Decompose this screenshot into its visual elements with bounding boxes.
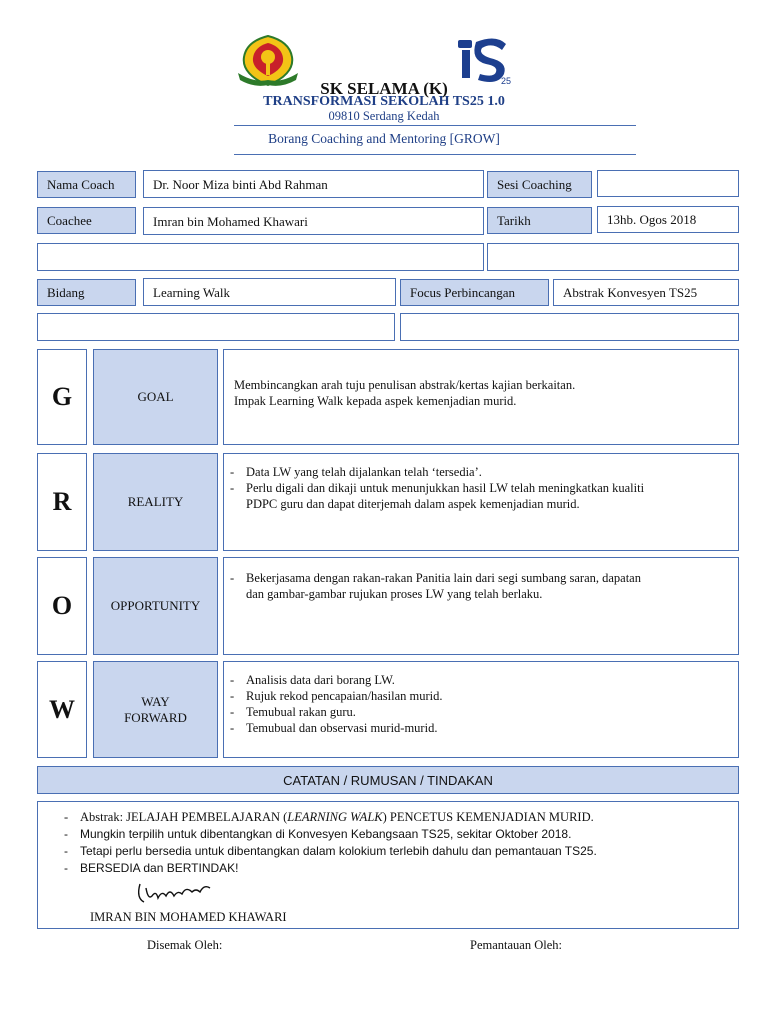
blank-field-left[interactable] <box>37 243 484 271</box>
signatory-name: IMRAN BIN MOHAMED KHAWARI <box>90 910 287 924</box>
disemak-label: Disemak Oleh: <box>147 938 223 952</box>
opportunity-item: - Bekerjasama dengan rakan-rakan Panitia lain dari segi sumbang saran, dapatan dan gambar-gambar rujukan proses LW yang telah berlaku. <box>224 570 644 602</box>
signature <box>134 878 224 906</box>
blank-field-right-2[interactable] <box>400 313 739 341</box>
notes-line: - BERSEDIA dan BERTINDAK! <box>58 860 738 877</box>
opportunity-content[interactable] <box>223 557 739 655</box>
reality-content[interactable] <box>223 453 739 551</box>
reality-item: - Data LW yang telah dijalankan telah ‘tersedia’. <box>224 464 654 480</box>
goal-line-2: Impak Learning Walk kepada aspek kemenjadian murid. <box>234 394 517 408</box>
notes-box[interactable] <box>37 801 739 929</box>
reality-item: - Perlu digali dan dikaji untuk menunjukkan hasil LW telah meningkatkan kualiti PDPC guru dan dapat diterjemah dalam aspek kemenjadian murid. <box>224 480 654 512</box>
goal-label-cell: GOAL <box>93 349 218 445</box>
way-forward-letter-cell: W <box>37 661 87 758</box>
blank-field-right[interactable] <box>487 243 739 271</box>
header-divider-top <box>234 125 636 126</box>
notes-line: - Tetapi perlu bersedia untuk dibentangkan dalam kolokium terlebih dahulu dan pemantauan TS25. <box>58 843 738 860</box>
opportunity-label-cell: OPPORTUNITY <box>93 557 218 655</box>
ts25-logo-number: 25 <box>501 76 512 86</box>
coachee-label: Coachee <box>37 207 136 234</box>
way-forward-label-cell: WAY FORWARD <box>93 661 218 758</box>
tarikh-field[interactable]: 13hb. Ogos 2018 <box>597 206 739 233</box>
goal-letter-cell: G <box>37 349 87 445</box>
tarikh-label: Tarikh <box>487 207 592 234</box>
way-forward-item: - Temubual dan observasi murid-murid. <box>224 720 738 736</box>
way-forward-item: - Analisis data dari borang LW. <box>224 672 738 688</box>
focus-label: Focus Perbincangan <box>400 279 549 306</box>
notes-heading: CATATAN / RUMUSAN / TINDAKAN <box>37 766 739 794</box>
focus-field[interactable]: Abstrak Konvesyen TS25 <box>553 279 739 306</box>
reality-label-cell: REALITY <box>93 453 218 551</box>
coachee-field[interactable]: Imran bin Mohamed Khawari <box>143 207 484 235</box>
sesi-coaching-field[interactable] <box>597 170 739 197</box>
way-forward-item: - Temubual rakan guru. <box>224 704 738 720</box>
form-title: Borang Coaching and Mentoring [GROW] <box>268 131 500 146</box>
sesi-coaching-label: Sesi Coaching <box>487 171 592 198</box>
notes-abstrak: - Abstrak: JELAJAH PEMBELAJARAN (LEARNING WALK) PENCETUS KEMENJADIAN MURID. <box>58 809 738 826</box>
bidang-field[interactable]: Learning Walk <box>143 278 396 306</box>
header-divider-bottom <box>234 154 636 155</box>
reality-letter-cell: R <box>37 453 87 551</box>
way-forward-content[interactable] <box>223 661 739 758</box>
goal-line-1: Membincangkan arah tuju penulisan abstrak/kertas kajian berkaitan. <box>234 378 576 392</box>
bidang-label: Bidang <box>37 279 136 306</box>
way-forward-item: - Rujuk rekod pencapaian/hasilan murid. <box>224 688 738 704</box>
opportunity-letter-cell: O <box>37 557 87 655</box>
nama-coach-label: Nama Coach <box>37 171 136 198</box>
program-title: TRANSFORMASI SEKOLAH TS25 1.0 <box>263 94 505 109</box>
school-name: SK SELAMA (K) <box>320 79 448 98</box>
notes-line: - Mungkin terpilih untuk dibentangkan di Konvesyen Kebangsaan TS25, sekitar Oktober 2018. <box>58 826 738 843</box>
school-address: 09810 Serdang Kedah <box>328 109 440 123</box>
goal-content[interactable] <box>223 349 739 445</box>
blank-field-left-2[interactable] <box>37 313 395 341</box>
nama-coach-field[interactable]: Dr. Noor Miza binti Abd Rahman <box>143 170 484 198</box>
pemantauan-label: Pemantauan Oleh: <box>470 938 562 952</box>
